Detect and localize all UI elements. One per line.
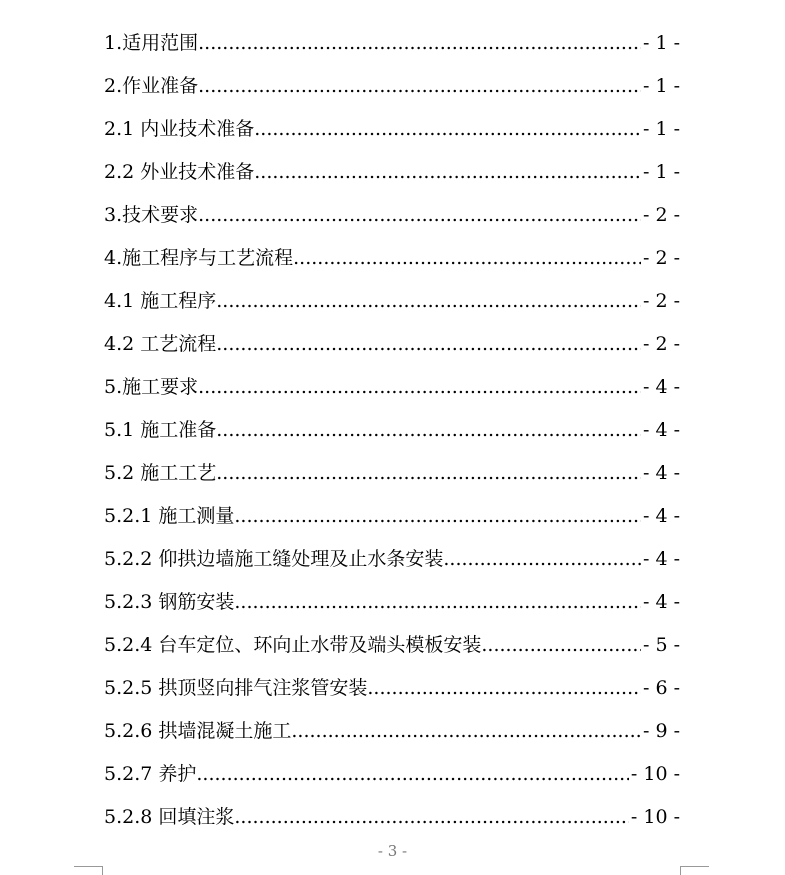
toc-entry-page: - 4 -: [642, 548, 680, 570]
toc-entry[interactable]: [104, 753, 680, 796]
toc-entry[interactable]: [104, 452, 680, 495]
toc-entry[interactable]: [104, 538, 680, 581]
toc-leader-dots: [216, 323, 641, 366]
toc-leader-dots: [291, 710, 641, 753]
toc-entry[interactable]: [104, 151, 680, 194]
toc-entry-title: 2.1 内业技术准备: [104, 118, 255, 140]
toc-entry-title: 1.适用范围: [104, 32, 199, 54]
toc-entry-page: - 6 -: [642, 677, 680, 699]
toc-entry-page: - 4 -: [642, 591, 680, 613]
toc-entry-title: 5.2.2 仰拱边墙施工缝处理及止水条安装: [104, 548, 444, 570]
toc-entry-title: 5.2.4 台车定位、环向止水带及端头模板安装: [104, 634, 482, 656]
toc-entry[interactable]: [104, 237, 680, 280]
toc-leader-dots: [234, 581, 641, 624]
toc-entry-page: - 10 -: [630, 763, 680, 785]
table-of-contents: [104, 22, 680, 839]
toc-leader-dots: [198, 22, 641, 65]
toc-leader-dots: [198, 366, 641, 409]
toc-entry-title: 5.2.6 拱墙混凝土施工: [104, 720, 292, 742]
toc-entry-title: 5.2.8 回填注浆: [104, 806, 235, 828]
toc-entry-page: - 1 -: [642, 75, 680, 97]
toc-entry-title: 5.施工要求: [104, 376, 199, 398]
toc-entry-page: - 10 -: [630, 806, 680, 828]
toc-leader-dots: [216, 409, 641, 452]
toc-entry-title: 4.1 施工程序: [104, 290, 217, 312]
toc-leader-dots: [254, 108, 641, 151]
toc-leader-dots: [367, 667, 641, 710]
toc-entry-page: - 1 -: [642, 161, 680, 183]
toc-leader-dots: [198, 194, 641, 237]
toc-entry-page: - 4 -: [642, 462, 680, 484]
toc-entry-page: - 2 -: [642, 333, 680, 355]
toc-entry[interactable]: [104, 796, 680, 839]
toc-leader-dots: [196, 753, 629, 796]
page-number: - 3 -: [377, 842, 408, 860]
toc-entry-page: - 1 -: [642, 32, 680, 54]
toc-entry-title: 3.技术要求: [104, 204, 199, 226]
toc-leader-dots: [443, 538, 641, 581]
toc-entry[interactable]: [104, 710, 680, 753]
toc-leader-dots: [216, 280, 641, 323]
toc-entry-title: 5.2.5 拱顶竖向排气注浆管安装: [104, 677, 368, 699]
toc-entry[interactable]: [104, 108, 680, 151]
toc-entry-page: - 5 -: [642, 634, 680, 656]
toc-leader-dots: [254, 151, 641, 194]
toc-entry[interactable]: [104, 323, 680, 366]
toc-entry-page: - 2 -: [642, 204, 680, 226]
toc-entry[interactable]: [104, 624, 680, 667]
toc-entry-title: 4.2 工艺流程: [104, 333, 217, 355]
toc-leader-dots: [481, 624, 641, 667]
toc-entry[interactable]: [104, 65, 680, 108]
toc-entry-page: - 2 -: [642, 247, 680, 269]
toc-entry-title: 2.作业准备: [104, 75, 199, 97]
toc-entry-page: - 4 -: [642, 419, 680, 441]
toc-entry-title: 5.2.3 钢筋安装: [104, 591, 235, 613]
toc-entry-title: 5.2.1 施工测量: [104, 505, 235, 527]
toc-entry[interactable]: [104, 366, 680, 409]
toc-entry[interactable]: [104, 194, 680, 237]
toc-leader-dots: [216, 452, 641, 495]
toc-leader-dots: [234, 796, 629, 839]
toc-entry[interactable]: [104, 22, 680, 65]
toc-entry-page: - 2 -: [642, 290, 680, 312]
toc-entry-page: - 4 -: [642, 376, 680, 398]
toc-entry[interactable]: [104, 581, 680, 624]
toc-entry-title: 4.施工程序与工艺流程: [104, 247, 294, 269]
toc-entry-page: - 4 -: [642, 505, 680, 527]
toc-entry-title: 5.2.7 养护: [104, 763, 197, 785]
toc-entry[interactable]: [104, 409, 680, 452]
toc-entry[interactable]: [104, 667, 680, 710]
toc-leader-dots: [293, 237, 641, 280]
toc-entry-title: 2.2 外业技术准备: [104, 161, 255, 183]
toc-entry-page: - 9 -: [642, 720, 680, 742]
toc-leader-dots: [198, 65, 641, 108]
toc-entry-title: 5.2 施工工艺: [104, 462, 217, 484]
toc-entry[interactable]: [104, 495, 680, 538]
toc-entry-title: 5.1 施工准备: [104, 419, 217, 441]
toc-leader-dots: [234, 495, 641, 538]
toc-entry[interactable]: [104, 280, 680, 323]
toc-entry-page: - 1 -: [642, 118, 680, 140]
